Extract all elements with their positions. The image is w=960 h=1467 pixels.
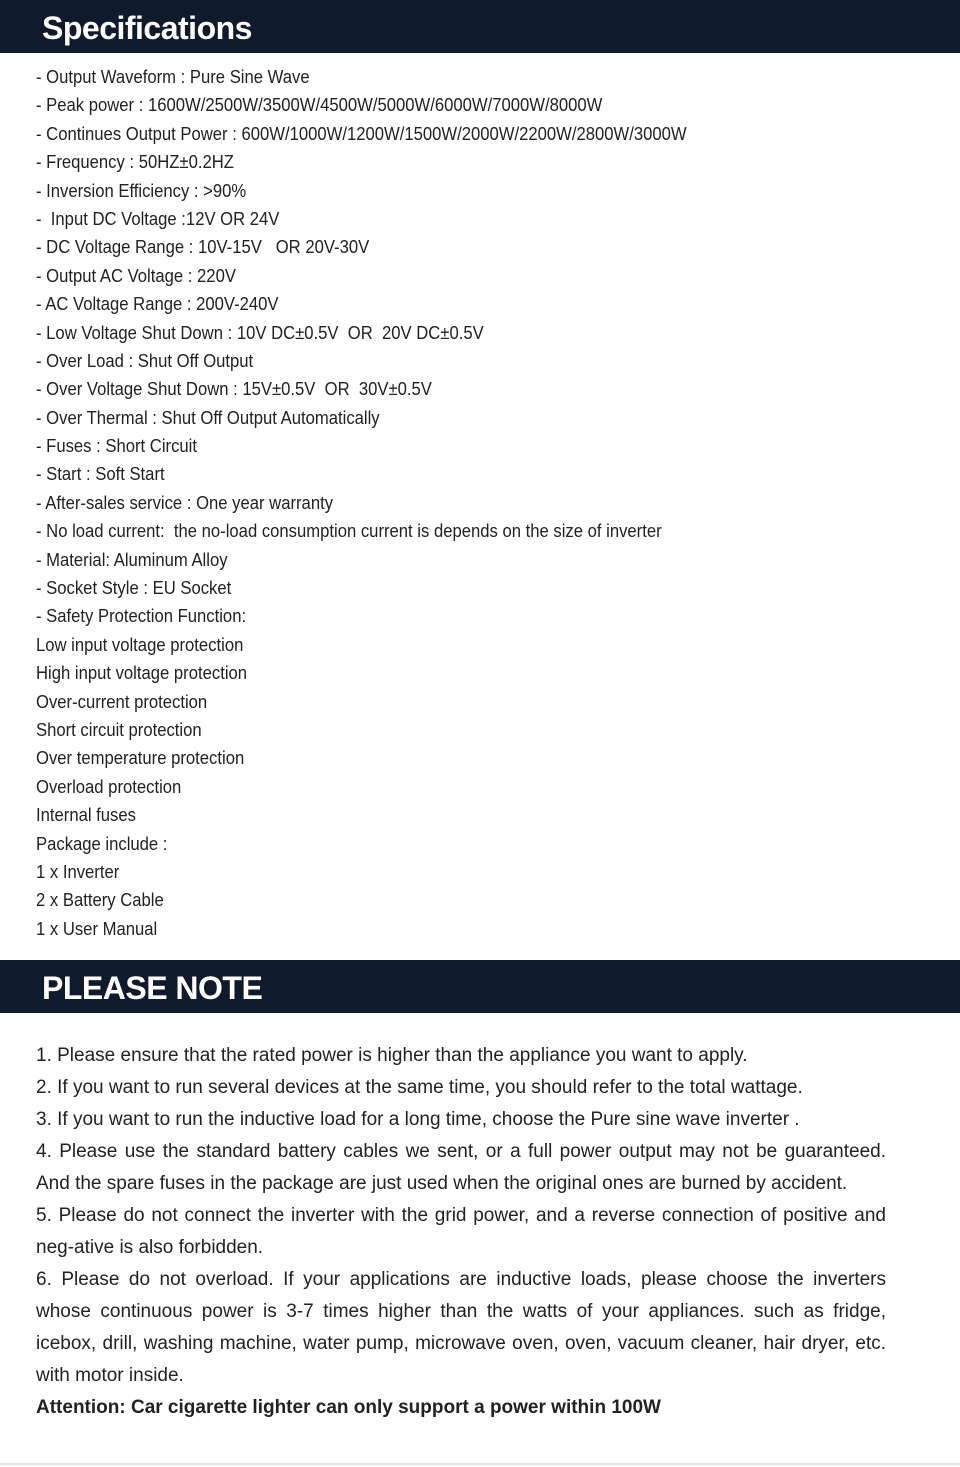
spec-line: - Over Thermal : Shut Off Output Automatically (36, 406, 380, 428)
note-item: 1. Please ensure that the rated power is higher than the appliance you want to apply. (36, 1045, 748, 1066)
spec-line: - Safety Protection Function: (36, 605, 247, 627)
protection-item: Over-current protection (36, 690, 208, 712)
spec-line: - Fuses : Short Circuit (36, 435, 198, 457)
spec-line: - Material: Aluminum Alloy (36, 548, 228, 570)
please-note-header (0, 960, 960, 1013)
spec-line: - AC Voltage Range : 200V-240V (36, 293, 279, 315)
spec-line: - Over Voltage Shut Down : 15V±0.5V OR 30V±0.5V (36, 378, 432, 400)
spec-line: - Output Waveform : Pure Sine Wave (36, 66, 310, 87)
spec-line: - Low Voltage Shut Down : 10V DC±0.5V OR 20V DC±0.5V (36, 321, 484, 343)
package-item: 2 x Battery Cable (36, 889, 164, 911)
specifications-list (36, 63, 936, 943)
bottom-divider (0, 1463, 960, 1465)
spec-line: - Over Load : Shut Off Output (36, 349, 254, 371)
protection-item: Short circuit protection (36, 718, 202, 740)
note-item: 4. Please use the standard battery cables we sent, or a full power output may not be guaranteed. And the spare fuses in the package are just used when the original ones are burned by accident. (36, 1141, 886, 1194)
specifications-header (0, 0, 960, 53)
spec-line: - No load current: the no-load consumption current is depends on the size of inverter (36, 520, 662, 542)
protection-item: Internal fuses (36, 804, 136, 826)
spec-line: - Input DC Voltage :12V OR 24V (36, 207, 280, 229)
package-item: 1 x User Manual (36, 917, 158, 939)
protection-item: Low input voltage protection (36, 633, 244, 655)
please-note-list (36, 1040, 886, 1424)
specifications-title: Specifications (42, 10, 252, 46)
spec-line: - Peak power : 1600W/2500W/3500W/4500W/5000W/6000W/7000W/8000W (36, 94, 603, 116)
package-item: 1 x Inverter (36, 860, 120, 882)
spec-line: - Output AC Voltage : 220V (36, 264, 236, 286)
protection-item: Overload protection (36, 775, 182, 797)
spec-line: - Frequency : 50HZ±0.2HZ (36, 151, 234, 173)
note-item: 3. If you want to run the inductive load for a long time, choose the Pure sine wave inverter . (36, 1109, 800, 1130)
please-note-title: PLEASE NOTE (42, 970, 263, 1006)
attention-note: Attention: Car cigarette lighter can only support a power within 100W (36, 1397, 661, 1418)
spec-line: - Start : Soft Start (36, 463, 165, 485)
protection-item: High input voltage protection (36, 662, 248, 684)
note-item: 5. Please do not connect the inverter with the grid power, and a reverse connection of positive and neg-ative is also forbidden. (36, 1205, 886, 1258)
spec-line: - DC Voltage Range : 10V-15V OR 20V-30V (36, 236, 370, 258)
spec-line: - Continues Output Power : 600W/1000W/1200W/1500W/2000W/2200W/2800W/3000W (36, 122, 687, 144)
note-item: 6. Please do not overload. If your applications are inductive loads, please choose the inverters whose continuous power is 3-7 times higher than the watts of your appliances. such as fridge, icebox, drill, washing machine, water pump, microwave oven, oven, vacuum cleaner, hair dryer, etc. with motor inside. (36, 1269, 886, 1386)
note-item: 2. If you want to run several devices at the same time, you should refer to the total wattage. (36, 1077, 803, 1098)
spec-line: - After-sales service : One year warranty (36, 491, 334, 513)
package-heading: Package include : (36, 832, 168, 854)
spec-line: - Inversion Efficiency : >90% (36, 179, 247, 201)
protection-item: Over temperature protection (36, 747, 245, 769)
spec-line: - Socket Style : EU Socket (36, 577, 232, 599)
